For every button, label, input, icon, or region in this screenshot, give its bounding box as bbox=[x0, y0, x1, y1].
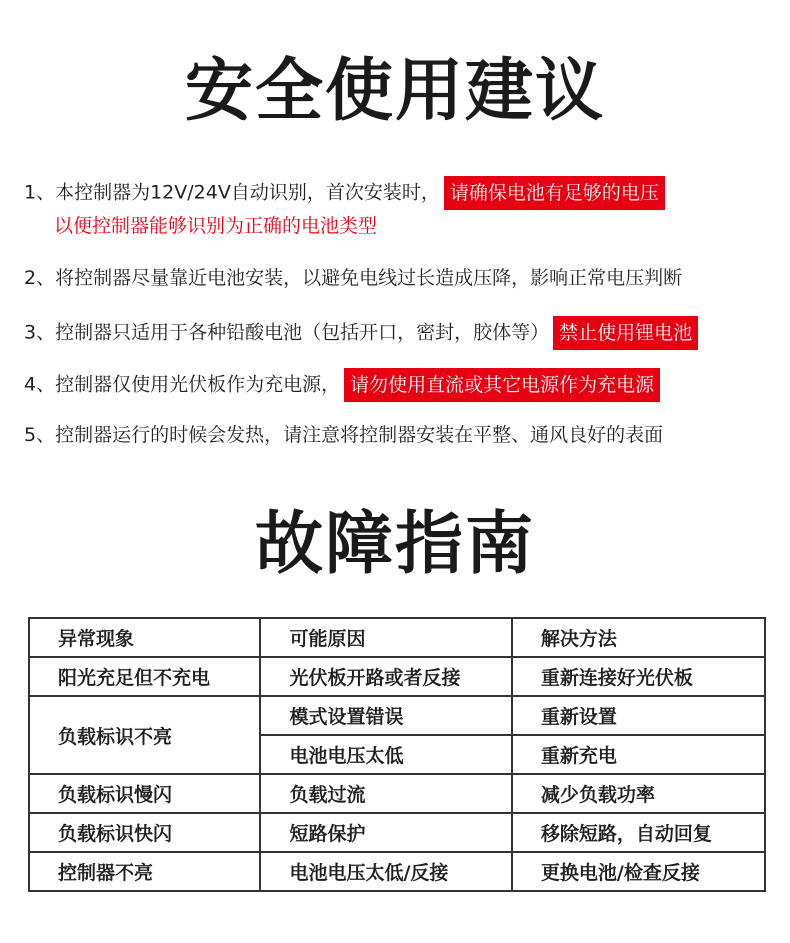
symptom-cell: 负载标识快闪 bbox=[29, 813, 260, 852]
cause-cell: 光伏板开路或者反接 bbox=[260, 657, 511, 696]
safety-item-1 bbox=[24, 176, 665, 210]
solution-cell: 重新充电 bbox=[512, 735, 765, 774]
table-header-cell: 可能原因 bbox=[260, 618, 511, 657]
safety-title: 安全使用建议 bbox=[184, 52, 605, 131]
safety-item-highlight: 禁止使用锂电池 bbox=[553, 316, 698, 350]
safety-item-number: 2、 bbox=[24, 267, 56, 289]
table-row bbox=[29, 774, 765, 813]
safety-item-highlight: 请确保电池有足够的电压 bbox=[444, 176, 665, 210]
cause-cell: 短路保护 bbox=[260, 813, 511, 852]
solution-cell: 减少负载功率 bbox=[512, 774, 765, 813]
symptom-cell: 控制器不亮 bbox=[29, 852, 260, 891]
safety-item-number: 5、 bbox=[24, 424, 56, 446]
cause-cell: 负载过流 bbox=[260, 774, 511, 813]
safety-item-number: 3、 bbox=[24, 321, 56, 344]
table-row bbox=[29, 696, 765, 735]
safety-item-text: 控制器只适用于各种铅酸电池（包括开口，密封，胶体等） bbox=[55, 321, 550, 344]
symptom-cell: 负载标识慢闪 bbox=[29, 774, 260, 813]
safety-item-text: 控制器仅使用光伏板作为充电源， bbox=[55, 373, 341, 396]
solution-cell: 更换电池/检查反接 bbox=[512, 852, 765, 891]
table-row bbox=[29, 657, 765, 696]
safety-item-text: 控制器运行的时候会发热，请注意将控制器安装在平整、通风良好的表面 bbox=[55, 424, 664, 446]
safety-item-number: 1、 bbox=[24, 181, 56, 204]
cause-cell: 电池电压太低 bbox=[260, 735, 511, 774]
safety-item-number: 4、 bbox=[24, 373, 56, 396]
table-header-cell: 解决方法 bbox=[512, 618, 765, 657]
safety-item-text: 本控制器为12V/24V自动识别，首次安装时， bbox=[55, 181, 440, 204]
solution-cell: 重新设置 bbox=[512, 696, 765, 735]
cause-cell: 电池电压太低/反接 bbox=[260, 852, 511, 891]
cause-cell: 模式设置错误 bbox=[260, 696, 511, 735]
solution-cell: 移除短路，自动回复 bbox=[512, 813, 765, 852]
table-row bbox=[29, 813, 765, 852]
fault-guide-title: 故障指南 bbox=[254, 505, 535, 584]
symptom-cell: 阳光充足但不充电 bbox=[29, 657, 260, 696]
safety-item-1-continuation: 以便控制器能够识别为正确的电池类型 bbox=[54, 215, 378, 237]
safety-item-highlight: 请勿使用直流或其它电源作为充电源 bbox=[344, 368, 660, 402]
safety-item-3 bbox=[24, 316, 698, 350]
table-header-row bbox=[29, 618, 765, 657]
solution-cell: 重新连接好光伏板 bbox=[512, 657, 765, 696]
fault-table bbox=[28, 617, 766, 892]
safety-item-2 bbox=[24, 263, 682, 293]
symptom-cell: 负载标识不亮 bbox=[29, 696, 260, 774]
safety-item-text: 将控制器尽量靠近电池安装，以避免电线过长造成压降，影响正常电压判断 bbox=[55, 267, 683, 289]
table-row bbox=[29, 852, 765, 891]
table-header-cell: 异常现象 bbox=[29, 618, 260, 657]
safety-item-5 bbox=[24, 420, 663, 450]
safety-item-4 bbox=[24, 368, 660, 402]
